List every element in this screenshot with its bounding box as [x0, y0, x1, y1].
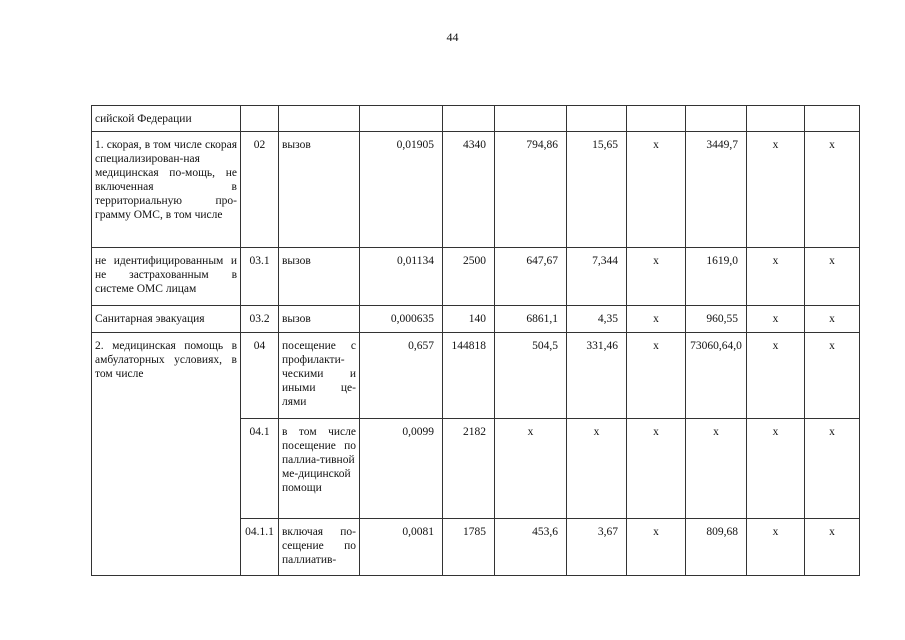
cell-value: x [747, 519, 805, 576]
cell-value [805, 106, 860, 132]
cell-value: 0,01905 [360, 132, 443, 248]
cell-value: x [747, 333, 805, 419]
row-unit: посещение с профилакти-ческими и иными це-лями [279, 333, 360, 419]
cell-value: x [747, 248, 805, 306]
cell-value: 647,67 [495, 248, 567, 306]
cell-value: 504,5 [495, 333, 567, 419]
cell-value: 1785 [443, 519, 495, 576]
row-code: 03.2 [241, 306, 279, 333]
cell-value: 1619,0 [686, 248, 747, 306]
cell-value [686, 106, 747, 132]
cell-value: x [627, 519, 686, 576]
cell-value [567, 106, 627, 132]
cell-value: 2182 [443, 419, 495, 519]
table-row [92, 106, 860, 132]
cell-value: x [805, 519, 860, 576]
cell-value [627, 106, 686, 132]
cell-value: 4340 [443, 132, 495, 248]
cell-value: x [747, 419, 805, 519]
cell-value: 7,344 [567, 248, 627, 306]
row-unit: вызов [279, 306, 360, 333]
cell-value: 0,000635 [360, 306, 443, 333]
cell-value: x [627, 132, 686, 248]
cell-value: 331,46 [567, 333, 627, 419]
cell-value: 73060,64,0 [686, 333, 747, 419]
row-unit: вызов [279, 132, 360, 248]
cell-value [747, 106, 805, 132]
cell-value: x [747, 132, 805, 248]
row-unit: включая по-сещение по паллиатив- [279, 519, 360, 576]
cell-value: 144818 [443, 333, 495, 419]
row-label: 2. медицинская помощь в амбулаторных условиях, в том числе [92, 333, 241, 576]
row-label: не идентифицированным и не застрахованным в системе ОМС лицам [92, 248, 241, 306]
cell-value: x [805, 333, 860, 419]
cell-value: 0,0081 [360, 519, 443, 576]
row-code [241, 106, 279, 132]
cell-value: 960,55 [686, 306, 747, 333]
table-row [92, 333, 860, 419]
cell-value: 0,0099 [360, 419, 443, 519]
table-row [92, 248, 860, 306]
cell-value: x [805, 306, 860, 333]
cell-value: x [747, 306, 805, 333]
cell-value: 6861,1 [495, 306, 567, 333]
cell-value: 3449,7 [686, 132, 747, 248]
page-number: 44 [446, 30, 459, 44]
cell-value: 4,35 [567, 306, 627, 333]
row-code: 03.1 [241, 248, 279, 306]
cell-value: x [805, 419, 860, 519]
cell-value: 453,6 [495, 519, 567, 576]
cell-value [443, 106, 495, 132]
cell-value: 809,68 [686, 519, 747, 576]
cell-value: x [627, 419, 686, 519]
cell-value: x [805, 248, 860, 306]
row-code: 02 [241, 132, 279, 248]
cell-value: x [627, 306, 686, 333]
row-unit: в том числе посещение по паллиа-тивной ме-дицинской помощи [279, 419, 360, 519]
cell-value [495, 106, 567, 132]
row-code: 04.1.1 [241, 519, 279, 576]
cell-value: 0,657 [360, 333, 443, 419]
table-row [92, 132, 860, 248]
row-label: Санитарная эвакуация [92, 306, 241, 333]
table-row [92, 306, 860, 333]
cell-value: 140 [443, 306, 495, 333]
cell-value: 794,86 [495, 132, 567, 248]
row-label: 1. скорая, в том числе скорая специализирован-ная медицинская по-мощь, не включенная в территориальную про-грамму ОМС, в том числе [92, 132, 241, 248]
cell-value: 15,65 [567, 132, 627, 248]
cell-value: 3,67 [567, 519, 627, 576]
row-code: 04.1 [241, 419, 279, 519]
row-label: сийской Федерации [92, 106, 241, 132]
data-table [91, 105, 860, 576]
cell-value [360, 106, 443, 132]
row-code: 04 [241, 333, 279, 419]
cell-value: x [567, 419, 627, 519]
cell-value: x [495, 419, 567, 519]
cell-value: x [686, 419, 747, 519]
cell-value: x [805, 132, 860, 248]
cell-value: 2500 [443, 248, 495, 306]
row-unit [279, 106, 360, 132]
row-unit: вызов [279, 248, 360, 306]
cell-value: x [627, 248, 686, 306]
cell-value: x [627, 333, 686, 419]
cell-value: 0,01134 [360, 248, 443, 306]
